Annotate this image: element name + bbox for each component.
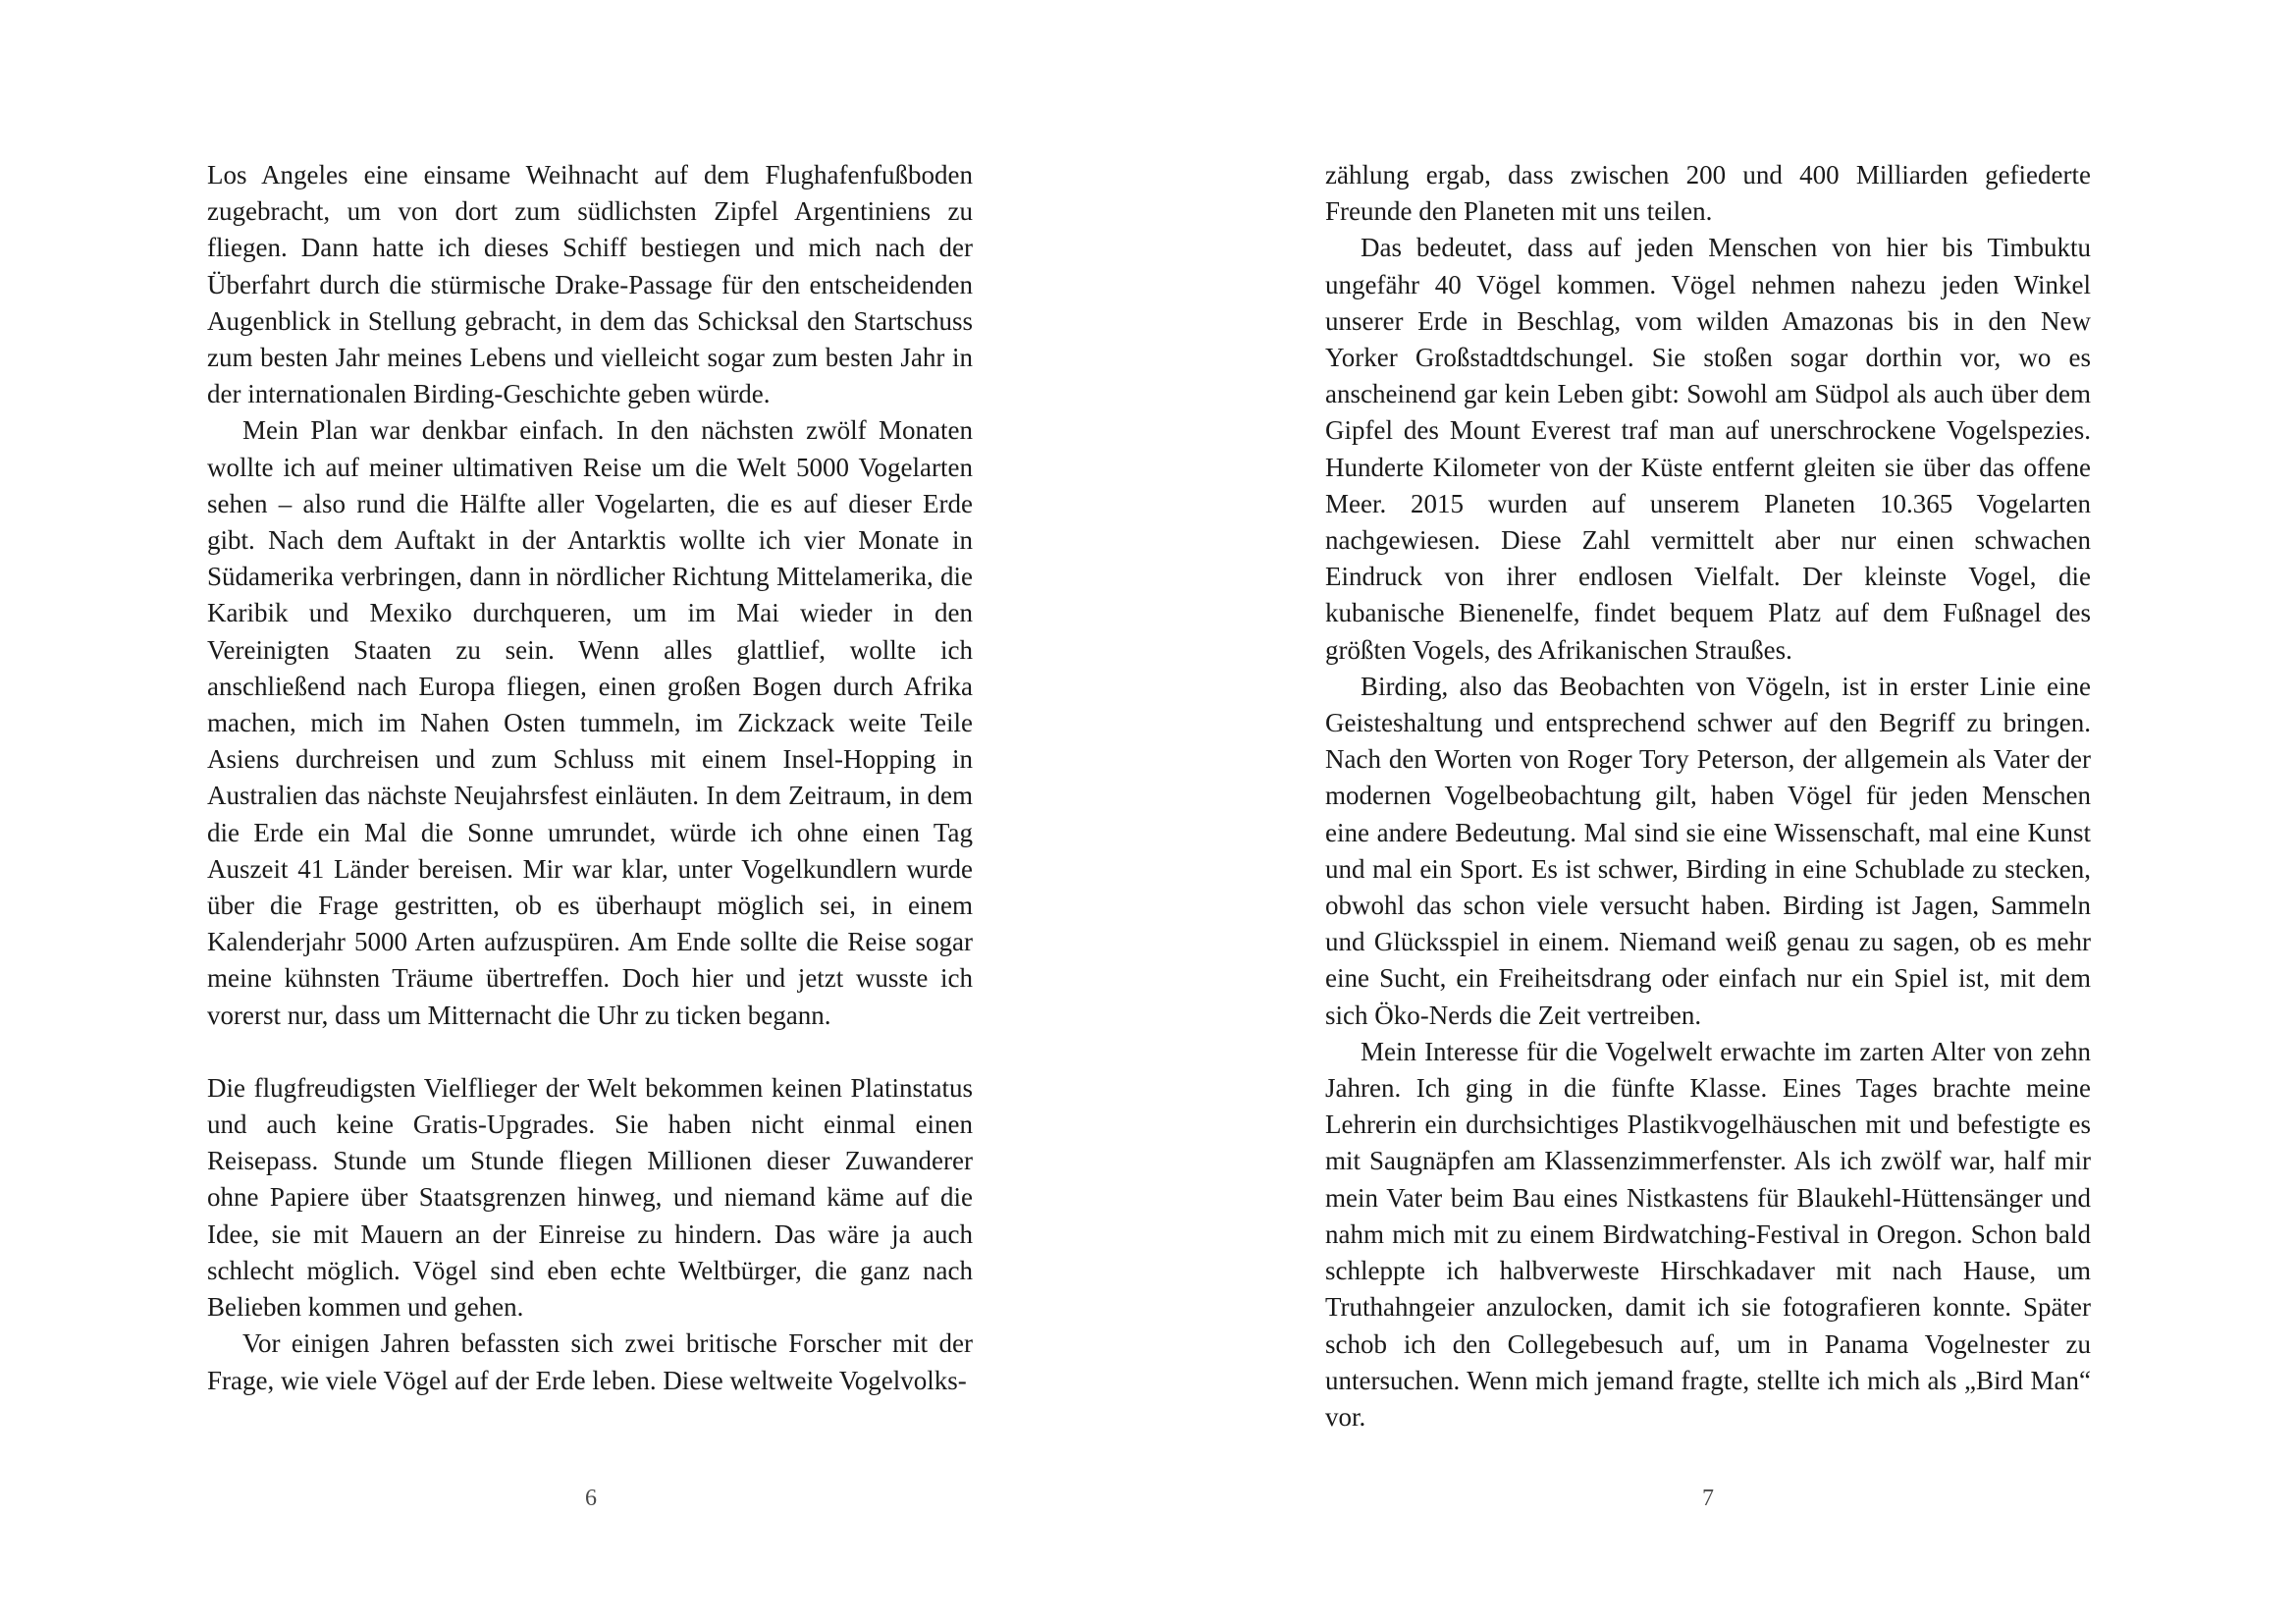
right-paragraph-4: Mein Interesse für die Vogelwelt erwachte im zarten Alter von zehn Jahren. Ich ging in die fünfte Klasse. Eines Tages brachte meine Lehrerin ein durchsichtiges Plastikvogelhäuschen mit und befestigte es mit Saugnäpfen am Klassenzimmerfenster. Als ich zwölf war, half mir mein Vater beim Bau eines Nistkastens für Blaukehl-Hüttensänger und nahm mich mit zu einem Birdwatching-Festival in Oregon. Schon bald schleppte ich halbverweste Hirschkadaver mit nach Hause, um Truthahngeier anzulocken, damit ich sie fotografieren konnte. Später schob ich den Collegebesuch auf, um in Panama Vogelnester zu untersuchen. Wenn mich jemand fragte, stellte ich mich als „Bird Man“ vor. [1325,1036,2091,1432]
page-number-left: 6 [585,1486,597,1511]
left-paragraph-4: Vor einigen Jahren befassten sich zwei britische Forscher mit der Frage, wie viele Vögel auf der Erde leben. Diese weltweite Vogelvolks- [207,1328,973,1395]
left-paragraph-1: Los Angeles eine einsame Weihnacht auf dem Flughafenfußboden zugebracht, um von dort zum südlichsten Zipfel Argentiniens zu fliegen. Dann hatte ich dieses Schiff bestiegen und mich nach der Überfahrt durch die stürmische Drake-Passage für den entscheidenden Augenblick in Stellung gebracht, in dem das Schicksal den Startschuss zum besten Jahr meines Lebens und vielleicht sogar zum besten Jahr in der internationalen Birding-Geschichte geben würde. [207,160,973,409]
left-page [207,157,973,1399]
right-paragraph-3: Birding, also das Beobachten von Vögeln, ist in erster Linie eine Geisteshaltung und entsprechend schwer auf den Begriff zu bringen. Nach den Worten von Roger Tory Peterson, der allgemein als Vater der modernen Vogelbeobachtung gilt, haben Vögel für jeden Menschen eine andere Bedeutung. Mal sind sie eine Wissenschaft, mal eine Kunst und mal ein Sport. Es ist schwer, Birding in eine Schublade zu stecken, obwohl das schon viele versucht haben. Birding ist Jagen, Sammeln und Glücksspiel in einem. Niemand weiß genau zu sagen, ob es mehr eine Sucht, ein Freiheitsdrang oder einfach nur ein Spiel ist, mit dem sich Öko-Nerds die Zeit vertreiben. [1325,671,2091,1030]
right-paragraph-1: zählung ergab, dass zwischen 200 und 400 Milliarden gefiederte Freunde den Planeten mit uns teilen. [1325,160,2091,227]
right-paragraph-2: Das bedeutet, dass auf jeden Menschen von hier bis Timbuktu ungefähr 40 Vögel kommen. Vögel nehmen nahezu jeden Winkel unserer Erde in Beschlag, vom wilden Amazonas bis in den New Yorker Großstadtdschungel. Sie stoßen sogar dorthin vor, wo es anscheinend gar kein Leben gibt: Sowohl am Südpol als auch über dem Gipfel des Mount Everest traf man auf unerschrockene Vogelspezies. Hunderte Kilometer von der Küste entfernt gleiten sie über das offene Meer. 2015 wurden auf unserem Planeten 10.365 Vogelarten nachgewiesen. Diese Zahl vermittelt aber nur einen schwachen Eindruck von ihrer endlosen Vielfalt. Der kleinste Vogel, die kubanische Bienenelfe, findet bequem Platz auf dem Fußnagel des größten Vogels, des Afrikanischen Straußes. [1325,233,2091,665]
left-paragraph-3: Die flugfreudigsten Vielflieger der Welt bekommen keinen Platinstatus und auch keine Gratis-Upgrades. Sie haben nicht einmal einen Reisepass. Stunde um Stunde fliegen Millionen dieser Zuwanderer ohne Papiere über Staatsgrenzen hinweg, und niemand käme auf die Idee, sie mit Mauern an der Einreise zu hindern. Das wäre ja auch schlecht möglich. Vögel sind eben echte Weltbürger, die ganz nach Belieben kommen und gehen. [207,1072,973,1323]
page-number-right: 7 [1702,1486,1714,1511]
right-page [1325,157,2091,1435]
section-break [207,1034,973,1070]
left-paragraph-2: Mein Plan war denkbar einfach. In den nächsten zwölf Monaten wollte ich auf meiner ultimativen Reise um die Welt 5000 Vogelarten sehen – also rund die Hälfte aller Vogelarten, die es auf dieser Erde gibt. Nach dem Auftakt in der Antarktis wollte ich vier Monate in Südamerika verbringen, dann in nördlicher Richtung Mittelamerika, die Karibik und Mexiko durchqueren, um im Mai wieder in den Vereinigten Staaten zu sein. Wenn alles glattlief, wollte ich anschließend nach Europa fliegen, einen großen Bogen durch Afrika machen, mich im Nahen Osten tummeln, im Zickzack weite Teile Asiens durchreisen und zum Schluss mit einem Insel-Hopping in Australien das nächste Neujahrsfest einläuten. In dem Zeitraum, in dem die Erde ein Mal die Sonne umrundet, würde ich ohne einen Tag Auszeit 41 Länder bereisen. Mir war klar, unter Vogelkundlern wurde über die Frage gestritten, ob es überhaupt möglich sei, in einem Kalenderjahr 5000 Arten aufzuspüren. Am Ende sollte die Reise sogar meine kühnsten Träume übertreffen. Doch hier und jetzt wusste ich vorerst nur, dass um Mitternacht die Uhr zu ticken begann. [207,415,973,1030]
